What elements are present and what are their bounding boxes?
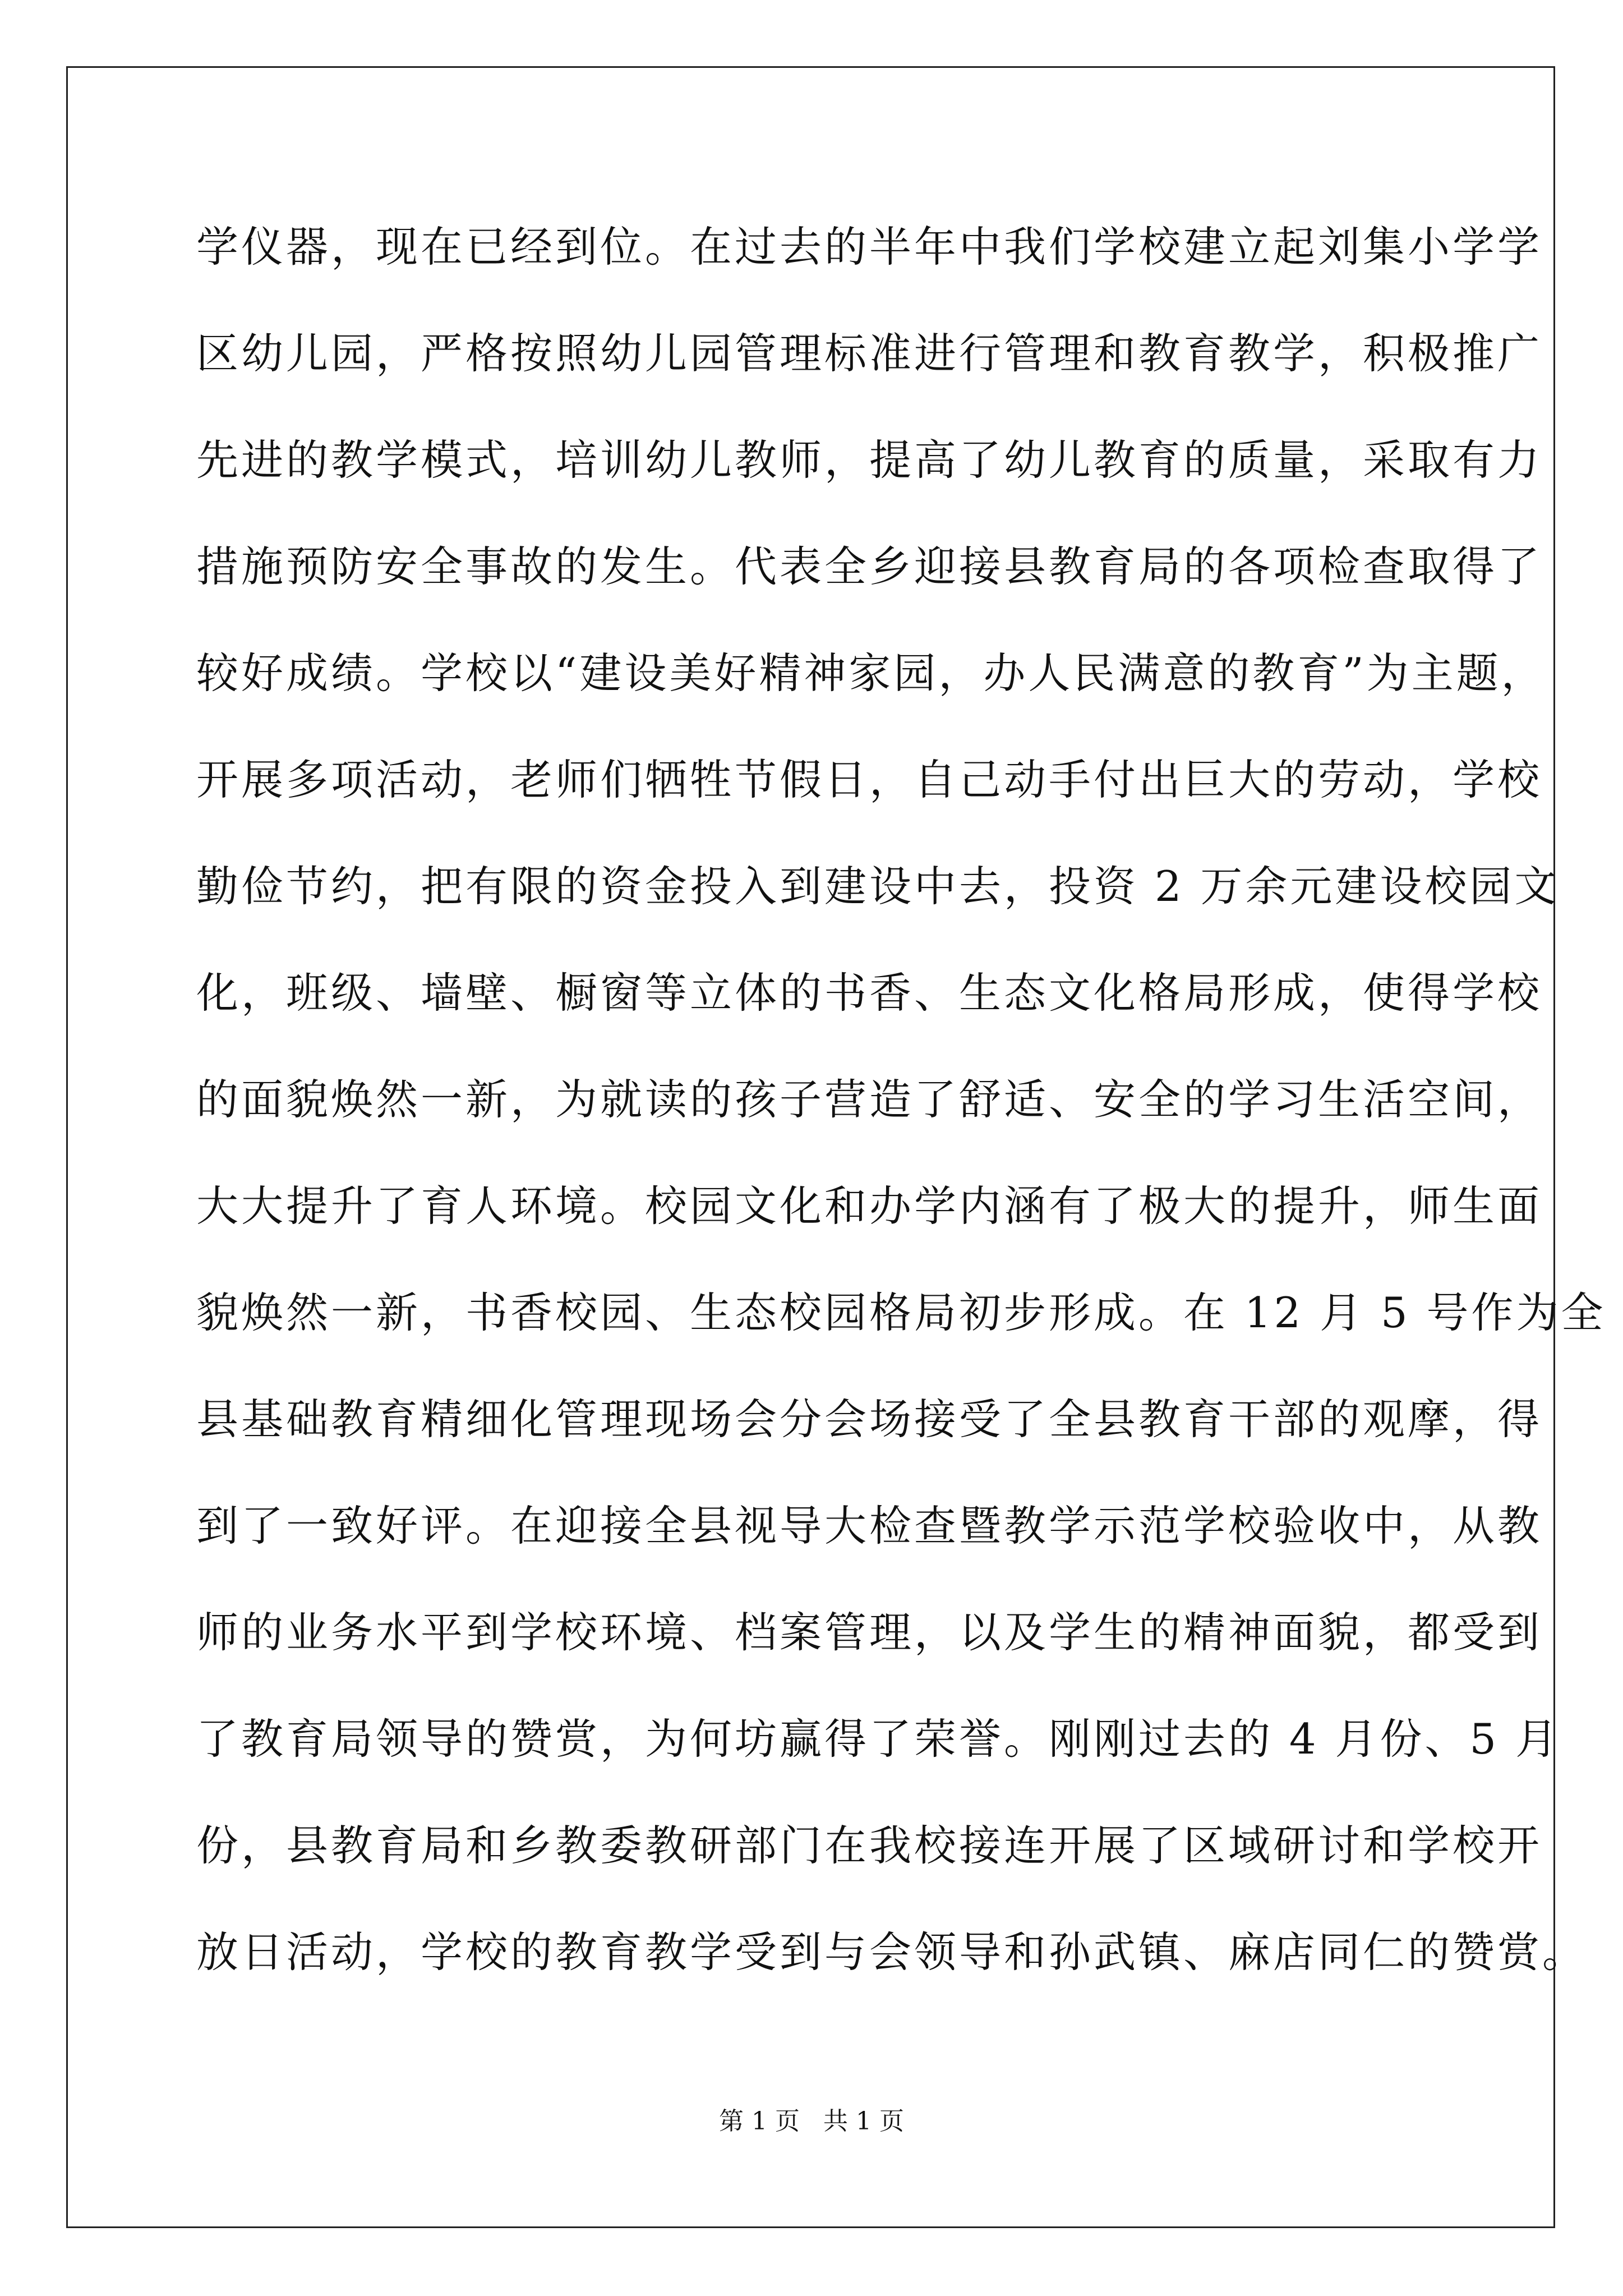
text-line: 师的业务水平到学校环境、档案管理，以及学生的精神面貌，都受到 [196,1608,1543,1657]
text-line: 勤俭节约，把有限的资金投入到建设中去，投资 2 万余元建设校园文 [196,862,1560,911]
text-line: 化，班级、墙壁、橱窗等立体的书香、生态文化格局形成，使得学校 [196,968,1543,1018]
text-line: 先进的教学模式，培训幼儿教师，提高了幼儿教育的质量，采取有力 [196,435,1543,485]
page-number: 第 1 页 [719,2107,800,2136]
text-line: 了教育局领导的赞赏，为何坊赢得了荣誉。刚刚过去的 4 月份、5 月 [196,1714,1560,1764]
text-line: 份，县教育局和乡教委教研部门在我校接连开展了区域研讨和学校开 [196,1821,1543,1870]
text-line: 较好成绩。学校以“建设美好精神家园，办人民满意的教育”为主题， [196,648,1546,698]
text-line: 貌焕然一新，书香校园、生态校园格局初步形成。在 12 月 5 号作为全 [196,1288,1606,1337]
text-line: 学仪器，现在已经到位。在过去的半年中我们学校建立起刘集小学学 [196,222,1543,272]
page-total: 共 1 页 [823,2107,904,2136]
text-line: 开展多项活动，老师们牺牲节假日，自己动手付出巨大的劳动，学校 [196,755,1543,804]
text-line: 区幼儿园，严格按照幼儿园管理标准进行管理和教育教学，积极推广 [196,329,1543,378]
text-line: 到了一致好评。在迎接全县视导大检查暨教学示范学校验收中，从教 [196,1501,1543,1550]
text-line: 县基础教育精细化管理现场会分会场接受了全县教育干部的观摩，得 [196,1395,1543,1444]
text-line: 的面貌焕然一新，为就读的孩子营造了舒适、安全的学习生活空间， [196,1075,1543,1124]
text-line: 措施预防安全事故的发生。代表全乡迎接县教育局的各项检查取得了 [196,542,1543,591]
text-line: 放日活动，学校的教育教学受到与会领导和孙武镇、麻店同仁的赞赏。 [196,1927,1588,1977]
page-footer [0,2105,1623,2138]
text-line: 大大提升了育人环境。校园文化和办学内涵有了极大的提升，师生面 [196,1181,1543,1231]
document-body [196,209,1606,2021]
